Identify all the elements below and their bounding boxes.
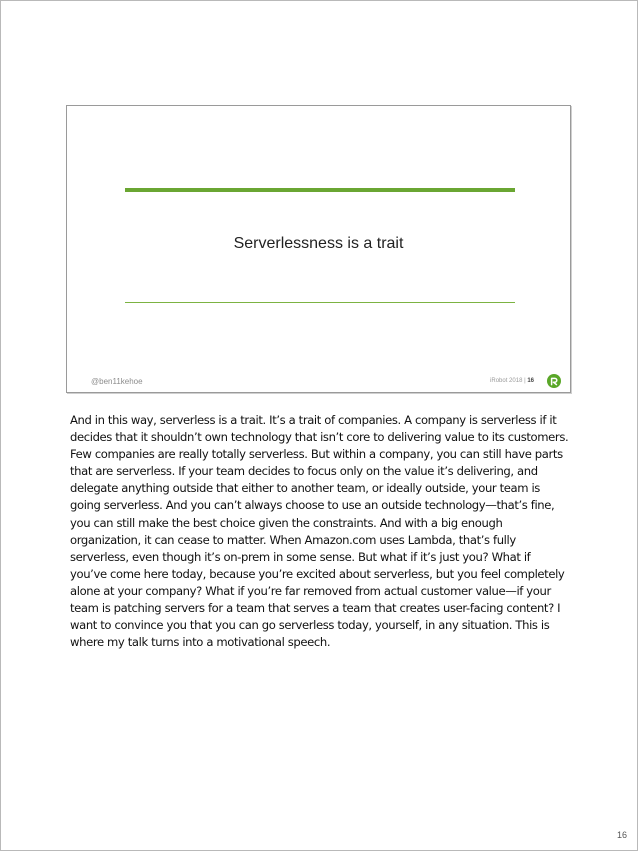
twitter-handle: @ben11kehoe: [91, 377, 143, 386]
slide-thumbnail: [66, 105, 571, 393]
event-label: iRobot 2018 |: [490, 378, 528, 384]
page-number: 16: [616, 830, 627, 840]
slide-footer: [490, 378, 534, 384]
slide-bottom-rule: [125, 302, 515, 303]
slide-title: Serverlessness is a trait: [233, 235, 404, 252]
speaker-notes: And in this way, serverless is a trait. It’s a trait of companies. A company is serverless if it decides that it shouldn’t own technology that isn’t core to delivering value to its customers. Few companies are really totally serverless. But within a company, you can still have parts that are serverless. If your team decides to focus only on the value it’s delivering, and delegate anything outside that either to another team, or ideally outside, your team is going serverless. And you can’t always choose to use an outside technology—that’s fine, you can still make the best choice given the constraints. And with a big enough organization, it can cease to matter. When Amazon.com uses Lambda, that’s fully serverless, even though it’s on-prem in some sense. But what if it’s just you? What if you’ve come here today, because you’re excited about serverless, but you feel completely alone at your company? What if you’re far removed from actual customer value—if your team is patching servers for a team that serves a team that creates user-facing content? I want to convince you that you can go serverless today, yourself, in any situation. This is where my talk turns into a motivational speech.: [70, 413, 569, 650]
slide-number: 16: [527, 378, 534, 384]
irobot-logo-icon: [547, 374, 561, 388]
slide-top-rule: [125, 188, 515, 192]
